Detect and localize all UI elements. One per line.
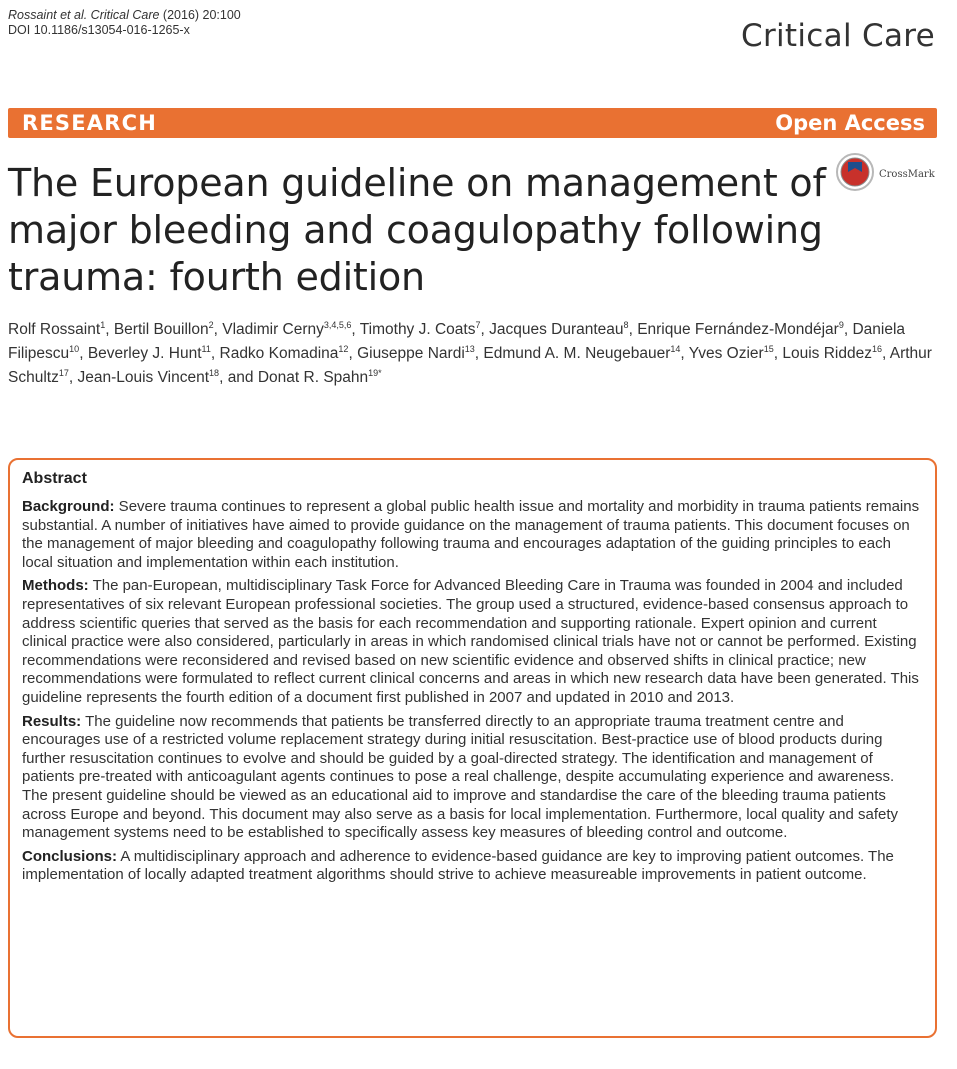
citation-authors: Rossaint et al. Critical Care <box>8 8 160 22</box>
author-affiliation: 10 <box>69 343 80 354</box>
abstract-section-label: Conclusions: <box>22 847 118 865</box>
section-label: RESEARCH <box>22 111 157 135</box>
author-name[interactable]: Donat R. Spahn <box>257 369 369 386</box>
author-name[interactable]: Enrique Fernández-Mondéjar <box>637 321 839 338</box>
abstract-section-text: A multidisciplinary approach and adherence to evidence-based guidance are key to improving patient outcomes. The implementation of locally adapted treatment algorithms should strive to achieve measureable improvements in patient outcome. <box>22 847 894 884</box>
citation-header <box>8 8 241 38</box>
abstract-methods <box>22 577 923 707</box>
author-affiliation: 13 <box>464 343 475 354</box>
author-name[interactable]: Timothy J. Coats <box>359 321 476 338</box>
abstract-results <box>22 713 923 843</box>
author-affiliation: 7 <box>475 319 481 330</box>
abstract-heading: Abstract <box>22 470 87 487</box>
crossmark-badge[interactable] <box>835 152 935 197</box>
crossmark-label: CrossMark <box>879 169 935 180</box>
abstract-section-label: Results: <box>22 712 82 730</box>
author-affiliation: 11 <box>201 343 211 354</box>
doi[interactable]: DOI 10.1186/s13054-016-1265-x <box>8 23 190 37</box>
citation-year-volume: (2016) 20:100 <box>159 8 241 22</box>
open-access-label: Open Access <box>775 111 925 135</box>
article-title: The European guideline on management of major bleeding and coagulopathy following trauma: fourth edition <box>8 161 826 299</box>
author-affiliation: 1 <box>100 319 106 330</box>
author-name[interactable]: Arthur Schultz <box>8 345 932 386</box>
author-name[interactable]: Beverley J. Hunt <box>87 345 202 362</box>
author-affiliation: 18 <box>209 367 220 378</box>
author-affiliation: 16 <box>871 343 882 354</box>
journal-name: Critical Care <box>741 18 935 54</box>
author-name[interactable]: Yves Ozier <box>688 345 764 362</box>
author-name[interactable]: Daniela Filipescu <box>8 321 906 362</box>
abstract-section-text: The guideline now recommends that patients be transferred directly to an appropriate trauma treatment centre and encourages use of a restricted volume replacement strategy during initial resuscitation. Best-practice use of blood products during further resuscitation continues to evolve and should be guided by a goal-directed strategy. The identification and management of patients pre-treated with anticoagulant agents continues to pose a real challenge, despite accumulating experience and awareness. The present guideline should be viewed as an educational aid to improve and standardise the care of the bleeding trauma patients across Europe and beyond. This document may also serve as a basis for local implementation. Furthermore, local quality and safety management systems need to be established to specifically assess key measures of bleeding control and outcome. <box>22 712 898 842</box>
author-affiliation: 9 <box>838 319 844 330</box>
author-affiliation: 12 <box>338 343 349 354</box>
author-affiliation: 8 <box>623 319 629 330</box>
abstract-box <box>8 458 937 1038</box>
abstract-section-text: The pan-European, multidisciplinary Task Force for Advanced Bleeding Care in Trauma was founded in 2004 and included representatives of six relevant European professional societies. The group used a structured, evidence-based consensus approach to address scientific queries that served as the basis for each recommendation and supporting rationale. Expert opinion and current clinical practice were also considered, particularly in areas in which randomised clinical trials have not or cannot be performed. Existing recommendations were reconsidered and revised based on new scientific evidence and observed shifts in clinical practice; new recommendations were formulated to reflect current clinical concerns and areas in which new research data have been generated. This guideline represents the fourth edition of a document first published in 2007 and updated in 2010 and 2013. <box>22 577 919 706</box>
author-name[interactable]: Jean-Louis Vincent <box>77 369 210 386</box>
author-affiliation: 17 <box>58 367 69 378</box>
abstract-section-label: Background: <box>22 498 115 515</box>
author-affiliation: 2 <box>208 319 214 330</box>
author-affiliation: 19* <box>368 367 382 378</box>
author-name[interactable]: Vladimir Cerny <box>222 321 324 338</box>
abstract-conclusions <box>22 848 923 885</box>
author-list: Rolf Rossaint$^1$, Bertil Bouillon$^2$, Vladimir Cerny$^{3,4,5,6}$, Timothy J. Coats$^7$, Jacques Duranteau$^8$, Enrique Fernández-Mondéjar$^9$, Daniela Filipescu$^{10}$, Beverley J. Hunt$^{11}$, Radko Komadina$^{12}$, Giuseppe Nardi$^{13}$, Edmund A. M. Neugebauer$^{14}$, Yves Ozier$^{15}$, Louis Riddez$^{16}$, Arthur Schultz$^{17}$, Jean-Louis Vincent$^{18}$, and Donat R. Spahn$^{19*}$ <box>8 319 932 386</box>
author-name[interactable]: Jacques Duranteau <box>489 321 624 338</box>
abstract-background <box>22 498 923 572</box>
author-affiliation: 3,4,5,6 <box>323 319 352 330</box>
author-name[interactable]: Bertil Bouillon <box>113 321 209 338</box>
author-affiliation: 15 <box>763 343 774 354</box>
author-name[interactable]: Giuseppe Nardi <box>357 345 465 362</box>
author-affiliation: 14 <box>670 343 681 354</box>
abstract-section-text: Severe trauma continues to represent a global public health issue and mortality and morbidity in trauma patients remains substantial. A number of initiatives have aimed to provide guidance on the management of trauma patients. This document focuses on the management of major bleeding and coagulopathy following trauma and encourages adaptation of the guiding principles to each local situation and implementation within each institution. <box>22 498 920 571</box>
author-name[interactable]: Louis Riddez <box>782 345 872 362</box>
author-name[interactable]: Rolf Rossaint <box>8 321 101 338</box>
abstract-section-label: Methods: <box>22 577 89 595</box>
author-name[interactable]: Radko Komadina <box>219 345 339 362</box>
author-name[interactable]: Edmund A. M. Neugebauer <box>483 345 671 362</box>
section-banner <box>8 108 937 138</box>
crossmark-icon <box>835 152 875 197</box>
